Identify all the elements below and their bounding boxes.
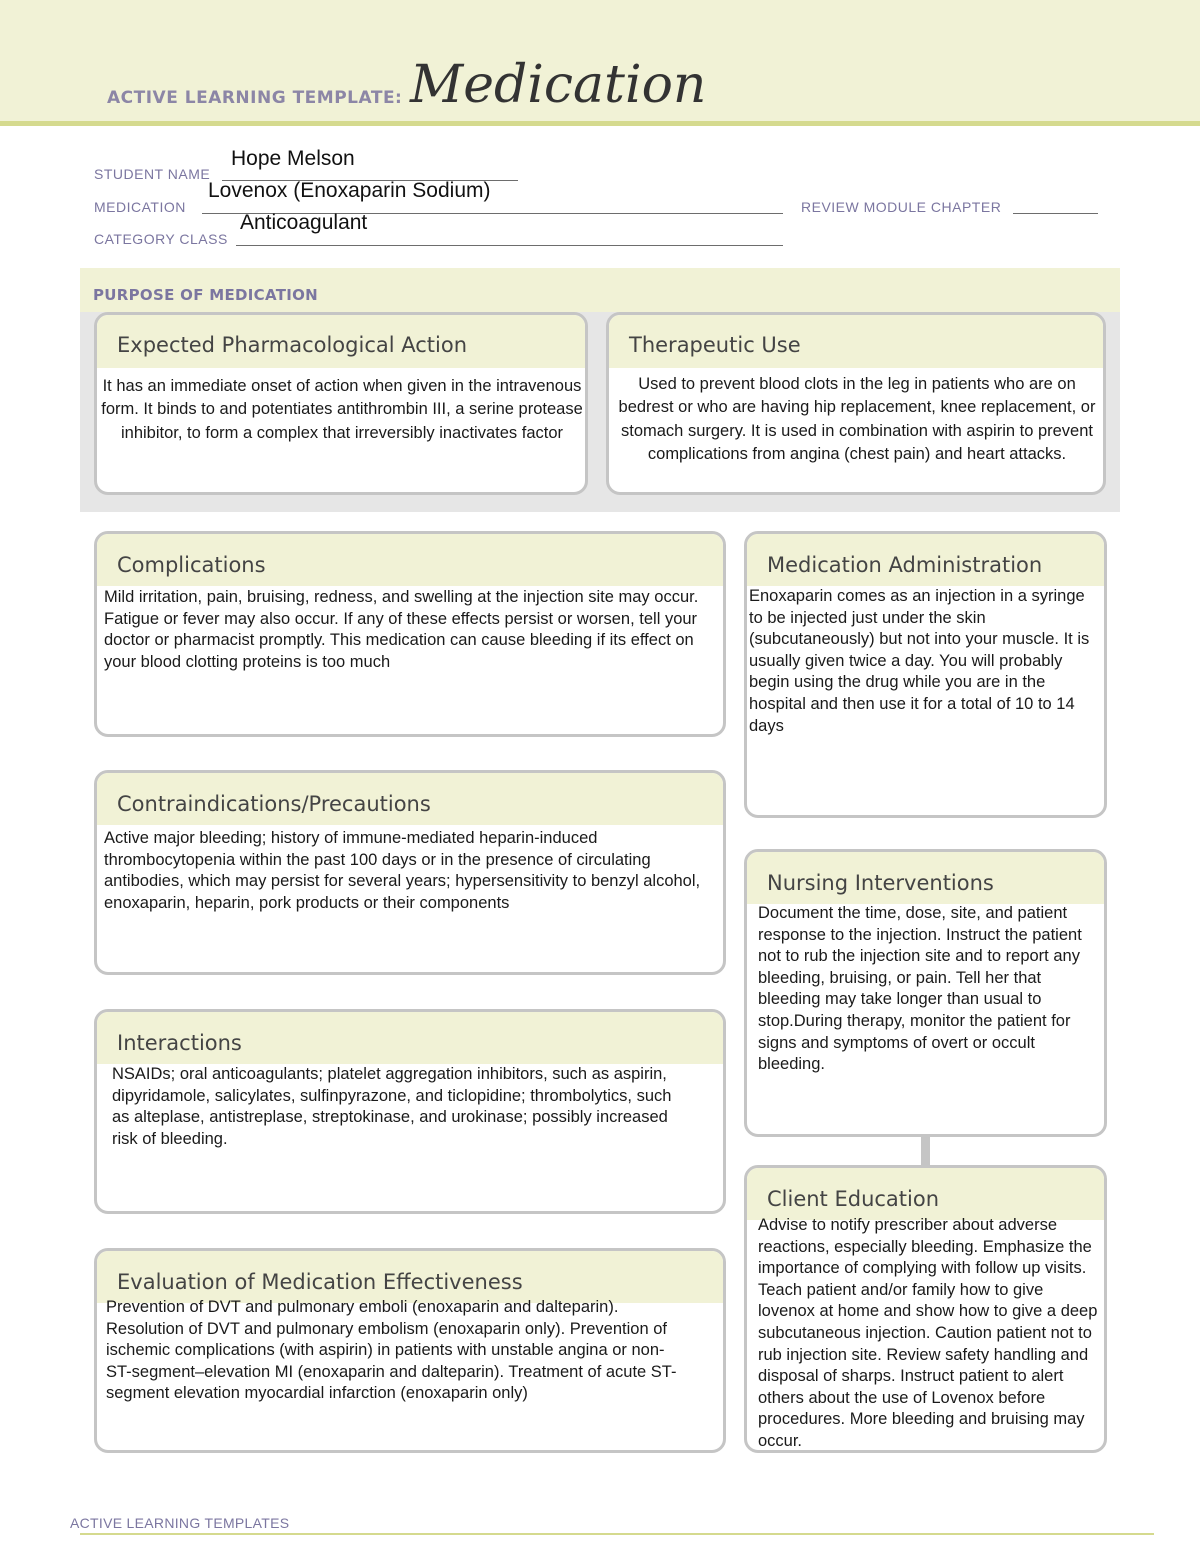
client-education-title: Client Education bbox=[767, 1187, 940, 1211]
interactions-box bbox=[94, 1009, 726, 1214]
expected-action-box bbox=[94, 312, 588, 495]
medication-field[interactable]: Lovenox (Enoxaparin Sodium) bbox=[208, 179, 491, 202]
box-connector bbox=[921, 1135, 930, 1165]
contraindications-box bbox=[94, 770, 726, 975]
client-education-text[interactable]: Advise to notify prescriber about adverse reactions, especially bleeding. Emphasize the importance of complying with follow up visits. Teach patient and/or family how to give lovenox at home and show how to give a deep subcutaneous injection. Caution patient not to rub injection site. Review safety handling and disposal of sharps. Instruct patient to alert others about the use of Lovenox before procedures. More bleeding and bruising may occur. bbox=[758, 1216, 1098, 1450]
evaluation-title: Evaluation of Medication Effectiveness bbox=[117, 1270, 523, 1294]
client-education-box bbox=[744, 1165, 1107, 1453]
footer-text: ACTIVE LEARNING TEMPLATES bbox=[70, 1515, 290, 1531]
medication-administration-box bbox=[744, 531, 1107, 818]
therapeutic-use-box bbox=[606, 312, 1106, 495]
category-class-line bbox=[236, 245, 783, 246]
complications-text[interactable]: Mild irritation, pain, bruising, redness, and swelling at the injection site may occur. Fatigue or fever may also occur. If any of these effects persist or worsen, tell your doctor or pharmacist promptly. This medication can cause bleeding if its effect on your blood clotting proteins is too much bbox=[104, 588, 699, 671]
medication-label: MEDICATION bbox=[94, 199, 186, 215]
therapeutic-use-title: Therapeutic Use bbox=[629, 333, 801, 357]
template-label: ACTIVE LEARNING TEMPLATE: bbox=[107, 88, 403, 108]
footer-rule bbox=[80, 1533, 1154, 1535]
review-module-label: REVIEW MODULE CHAPTER bbox=[801, 199, 1002, 215]
complications-box bbox=[94, 531, 726, 737]
evaluation-text[interactable]: Prevention of DVT and pulmonary emboli (enoxaparin and dalteparin). Resolution of DVT and pulmonary embolism (enoxaparin only). Prevention of ischemic complications (with aspirin) in patients with unstable angina or non-ST-segment–elevation MI (enoxaparin and dalteparin). Treatment of acute ST-segment elevation myocardial infarction (enoxaparin only) bbox=[106, 1298, 677, 1403]
complications-title: Complications bbox=[117, 553, 266, 577]
therapeutic-use-text[interactable]: Used to prevent blood clots in the leg in patients who are on bedrest or who are having hip replacement, knee replacement, or stomach surgery. It is used in combination with aspirin to prevent complications from angina (chest pain) and heart attacks. bbox=[618, 375, 1096, 464]
template-title: Medication bbox=[410, 55, 707, 115]
medication-administration-title: Medication Administration bbox=[767, 553, 1043, 577]
evaluation-box bbox=[94, 1248, 726, 1453]
contraindications-title: Contraindications/Precautions bbox=[117, 792, 431, 816]
expected-action-text[interactable]: It has an immediate onset of action when given in the intravenous form. It binds to and potentiates antithrombin III, a serine protease inhibitor, to form a complex that irreversibly inactivates factor bbox=[101, 377, 583, 442]
header-rule bbox=[0, 121, 1200, 126]
contraindications-text[interactable]: Active major bleeding; history of immune-mediated heparin-induced thrombocytopenia within the past 100 days or in the presence of circulating antibodies, which may persist for several years; hypersensitivity to benzyl alcohol, enoxaparin, heparin, pork products or their components bbox=[104, 829, 701, 912]
category-class-field[interactable]: Anticoagulant bbox=[240, 211, 368, 234]
interactions-text[interactable]: NSAIDs; oral anticoagulants; platelet aggregation inhibitors, such as aspirin, dipyridamole, salicylates, sulfinpyrazone, and ticlopidine; thrombolytics, such as alteplase, antistreplase, streptokinase, and urokinase; possibly increased risk of bleeding. bbox=[112, 1065, 672, 1148]
nursing-interventions-title: Nursing Interventions bbox=[767, 871, 994, 895]
purpose-title: PURPOSE OF MEDICATION bbox=[93, 286, 319, 304]
category-class-label: CATEGORY CLASS bbox=[94, 231, 228, 247]
review-module-field[interactable] bbox=[1013, 213, 1098, 214]
medication-administration-text[interactable]: Enoxaparin comes as an injection in a syringe to be injected just under the skin (subcutaneously) but not into your muscle. It is usually given twice a day. You will probably begin using the drug while you are in the hospital and then use it for a total of 10 to 14 days bbox=[749, 587, 1090, 735]
interactions-title: Interactions bbox=[117, 1031, 242, 1055]
expected-action-title: Expected Pharmacological Action bbox=[117, 333, 468, 357]
student-name-field[interactable]: Hope Melson bbox=[231, 147, 355, 170]
nursing-interventions-text[interactable]: Document the time, dose, site, and patient response to the injection. Instruct the patient not to rub the injection site and to report any bleeding, bruising, or pain. Tell her that bleeding may take longer than usual to stop.During therapy, monitor the patient for signs and symptoms of overt or occult bleeding. bbox=[758, 904, 1082, 1074]
nursing-interventions-box bbox=[744, 849, 1107, 1137]
student-name-label: STUDENT NAME bbox=[94, 166, 211, 182]
